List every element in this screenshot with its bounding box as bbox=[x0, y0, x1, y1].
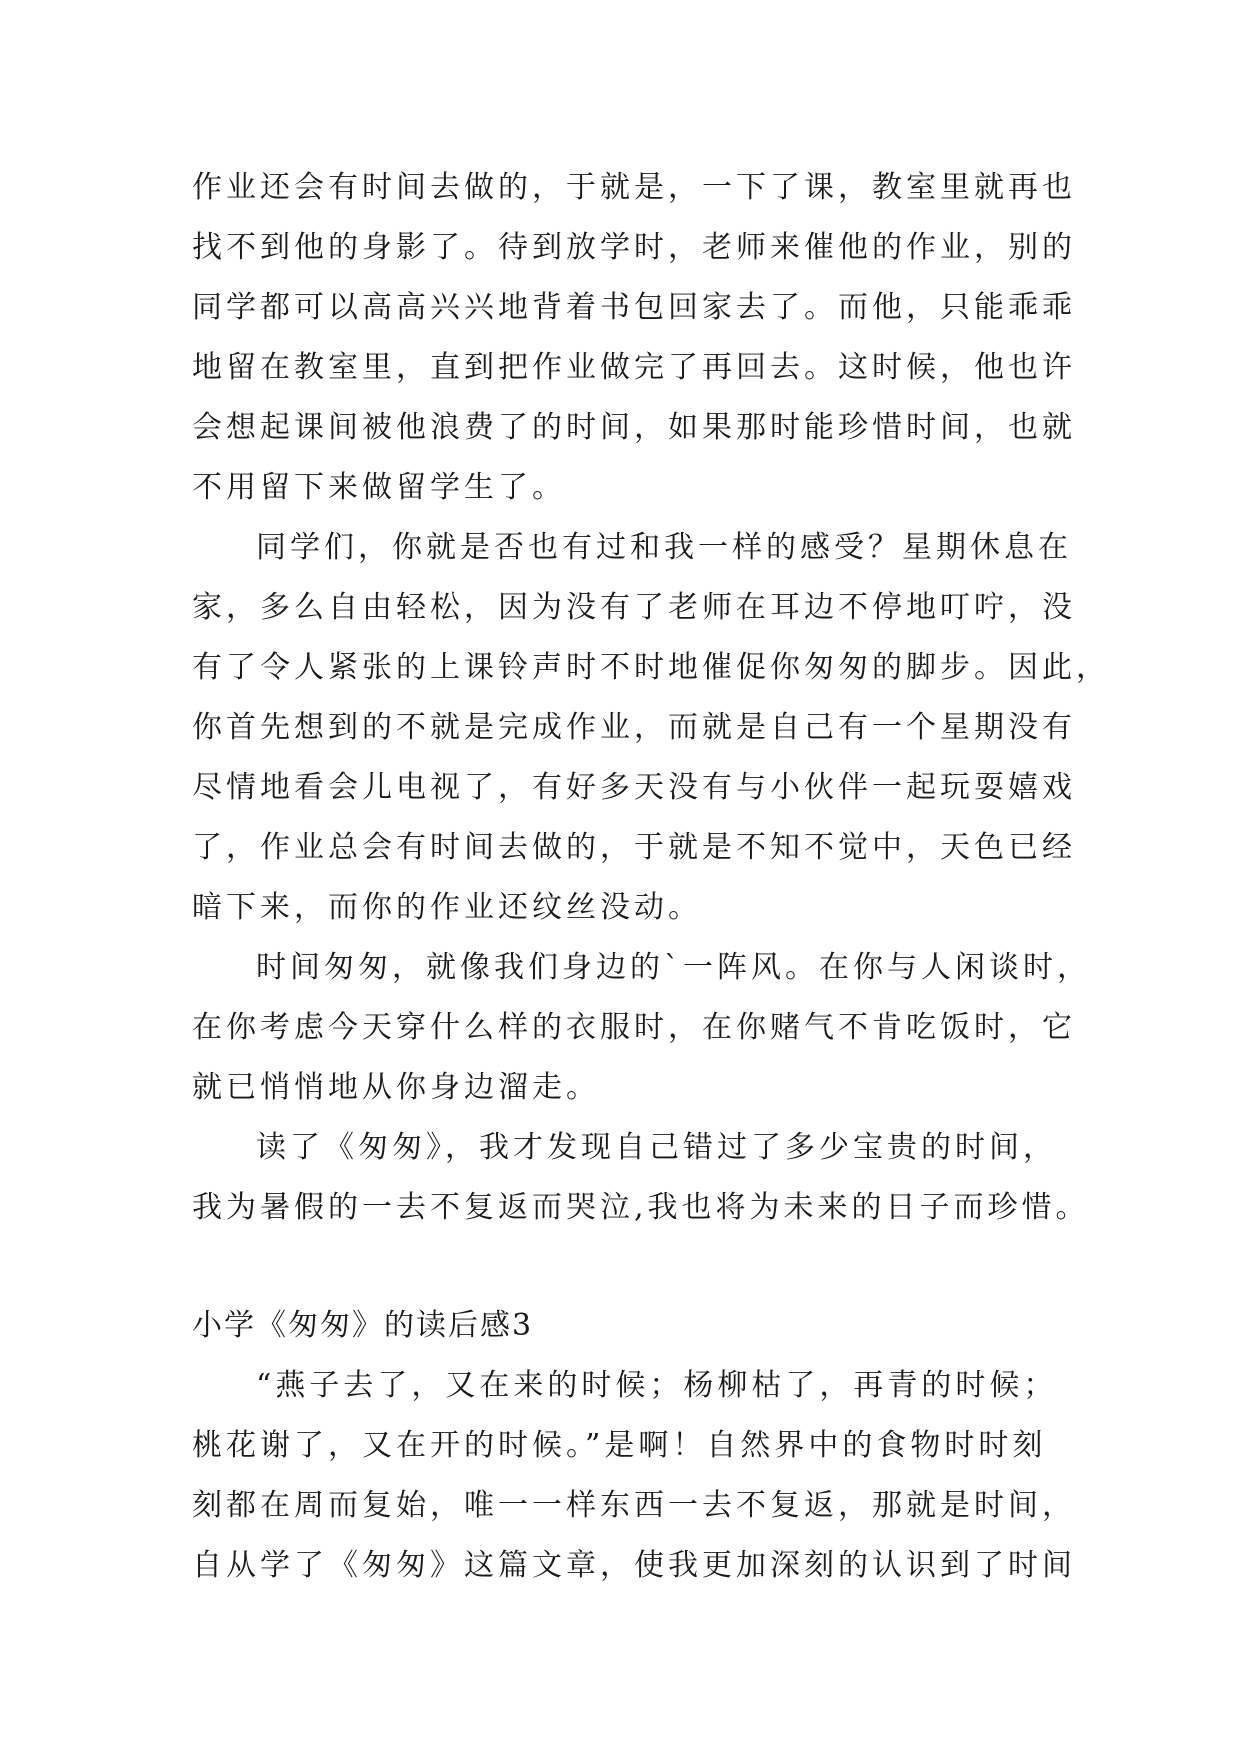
text-line: 家，多么自由轻松，因为没有了老师在耳边不停地叮咛，没 bbox=[192, 590, 1076, 625]
paragraph bbox=[192, 1356, 1076, 1596]
text-line: 会想起课间被他浪费了的时间，如果那时能珍惜时间，也就 bbox=[192, 410, 1076, 445]
section-heading: 小学《匆匆》的读后感3 bbox=[192, 1308, 534, 1343]
text-line: 桃花谢了，又在开的时候。”是啊！自然界中的食物时时刻 bbox=[192, 1428, 1047, 1463]
paragraph bbox=[192, 158, 1076, 518]
text-line: “燕子去了，又在来的时候；杨柳枯了，再青的时候； bbox=[256, 1368, 1058, 1403]
text-line: 同学们，你就是否也有过和我一样的感受？星期休息在 bbox=[256, 530, 1072, 565]
paragraph bbox=[192, 938, 1091, 1118]
paragraph bbox=[192, 1118, 1090, 1238]
text-line: 就已悄悄地从你身边溜走。 bbox=[192, 1070, 600, 1105]
text-line: 同学都可以高高兴兴地背着书包回家去了。而他，只能乖乖 bbox=[192, 290, 1076, 325]
text-line: 在你考虑今天穿什么样的衣服时，在你赌气不肯吃饭时，它 bbox=[192, 1010, 1076, 1045]
text-line: 暗下来，而你的作业还纹丝没动。 bbox=[192, 890, 702, 925]
text-line: 时间匆匆，就像我们身边的`一阵风。在你与人闲谈时， bbox=[256, 950, 1091, 985]
text-line: 地留在教室里，直到把作业做完了再回去。这时候，他也许 bbox=[192, 350, 1076, 385]
document-body bbox=[192, 158, 1110, 1596]
text-line: 找不到他的身影了。待到放学时，老师来催他的作业，别的 bbox=[192, 230, 1076, 265]
text-line: 自从学了《匆匆》这篇文章，使我更加深刻的认识到了时间 bbox=[192, 1548, 1076, 1583]
section-spacer bbox=[192, 1238, 1054, 1296]
text-line: 我为暑假的一去不复返而哭泣,我也将为未来的日子而珍惜。 bbox=[192, 1190, 1090, 1225]
paragraph bbox=[192, 518, 1110, 938]
text-line: 作业还会有时间去做的，于就是，一下了课，教室里就再也 bbox=[192, 170, 1076, 205]
text-line: 不用留下来做留学生了。 bbox=[192, 470, 566, 505]
text-line: 你首先想到的不就是完成作业，而就是自己有一个星期没有 bbox=[192, 710, 1076, 745]
text-line: 读了《匆匆》，我才发现自己错过了多少宝贵的时间， bbox=[256, 1130, 1057, 1165]
text-line: 刻都在周而复始，唯一一样东西一去不复返，那就是时间， bbox=[192, 1488, 1076, 1523]
text-line: 尽情地看会儿电视了，有好多天没有与小伙伴一起玩耍嬉戏 bbox=[192, 770, 1076, 805]
text-line: 有了令人紧张的上课铃声时不时地催促你匆匆的脚步。因此， bbox=[192, 650, 1110, 685]
text-line: 了，作业总会有时间去做的，于就是不知不觉中，天色已经 bbox=[192, 830, 1076, 865]
